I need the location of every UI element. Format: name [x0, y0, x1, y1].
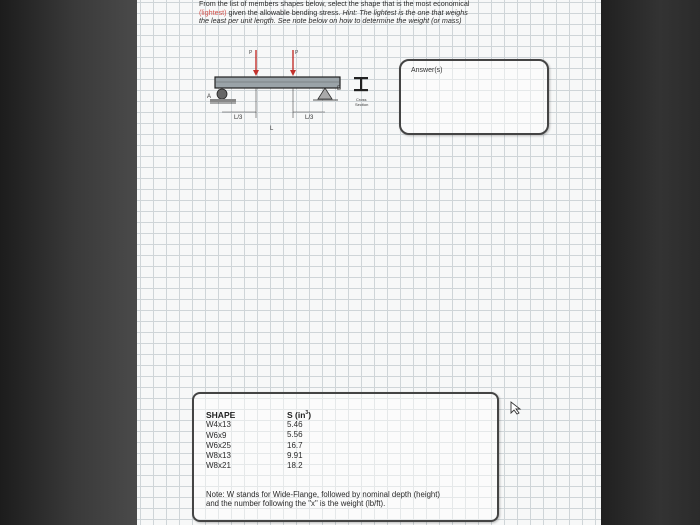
shape-column-header: SHAPE	[206, 410, 236, 420]
table-row: W8x21	[206, 461, 231, 471]
table-row: 5.56	[287, 430, 303, 440]
support-a-label: A	[207, 94, 212, 100]
dim-total-label: L	[270, 126, 274, 132]
problem-instructions	[199, 0, 549, 26]
table-row: 18.2	[287, 461, 303, 471]
instruction-line-3: the least per unit length. See note below on how to determine the weight (or mass)	[199, 16, 462, 26]
note-line-2: and the number following the "x" is the weight (lb/ft).	[206, 499, 386, 509]
section-modulus-column	[287, 408, 347, 471]
shape-column	[206, 410, 286, 471]
support-b-label: B	[337, 86, 342, 92]
instruction-line-1: From the list of members shapes below, select the shape that is the most economical	[199, 0, 470, 8]
cross-section-label-2: Section	[355, 102, 369, 107]
beam-diagram	[207, 48, 387, 138]
table-row: W6x25	[206, 440, 231, 450]
shapes-table	[192, 392, 499, 522]
table-row: 5.46	[287, 420, 303, 430]
monitor-bezel-left	[0, 0, 137, 525]
monitor-bezel-right	[601, 0, 700, 525]
beam	[215, 77, 340, 88]
answer-box[interactable]	[399, 59, 549, 135]
table-row: 9.91	[287, 450, 303, 460]
load-label-1: P	[249, 50, 253, 56]
cross-section-label-1: Cross	[356, 97, 367, 102]
document-page	[137, 0, 601, 525]
load-label-2: P	[295, 50, 299, 56]
note-line-1: Note: W stands for Wide-Flange, followed by nominal depth (height)	[206, 490, 441, 499]
answer-label: Answer(s)	[411, 67, 443, 74]
table-note	[206, 490, 491, 508]
table-row: W6x9	[206, 430, 227, 440]
section-modulus-header: S $(in^3)$	[287, 409, 312, 420]
instruction-line-2-text: given the allowable bending stress.	[226, 7, 343, 17]
mouse-pointer-icon	[510, 401, 522, 415]
table-row: W4x13	[206, 420, 231, 430]
support-a-icon	[210, 89, 236, 103]
lightest-highlight: (lightest)	[199, 7, 227, 17]
support-b-icon	[313, 88, 338, 100]
table-row: 16.7	[287, 440, 303, 450]
cross-section-icon	[354, 77, 368, 91]
dim-right-label: L/3	[305, 115, 314, 121]
load-arrow-1	[253, 50, 259, 76]
table-row: W8x13	[206, 451, 231, 461]
dim-left-label: L/3	[234, 115, 243, 121]
hint-text: Hint: The lightest is the one that weighs	[342, 7, 468, 17]
